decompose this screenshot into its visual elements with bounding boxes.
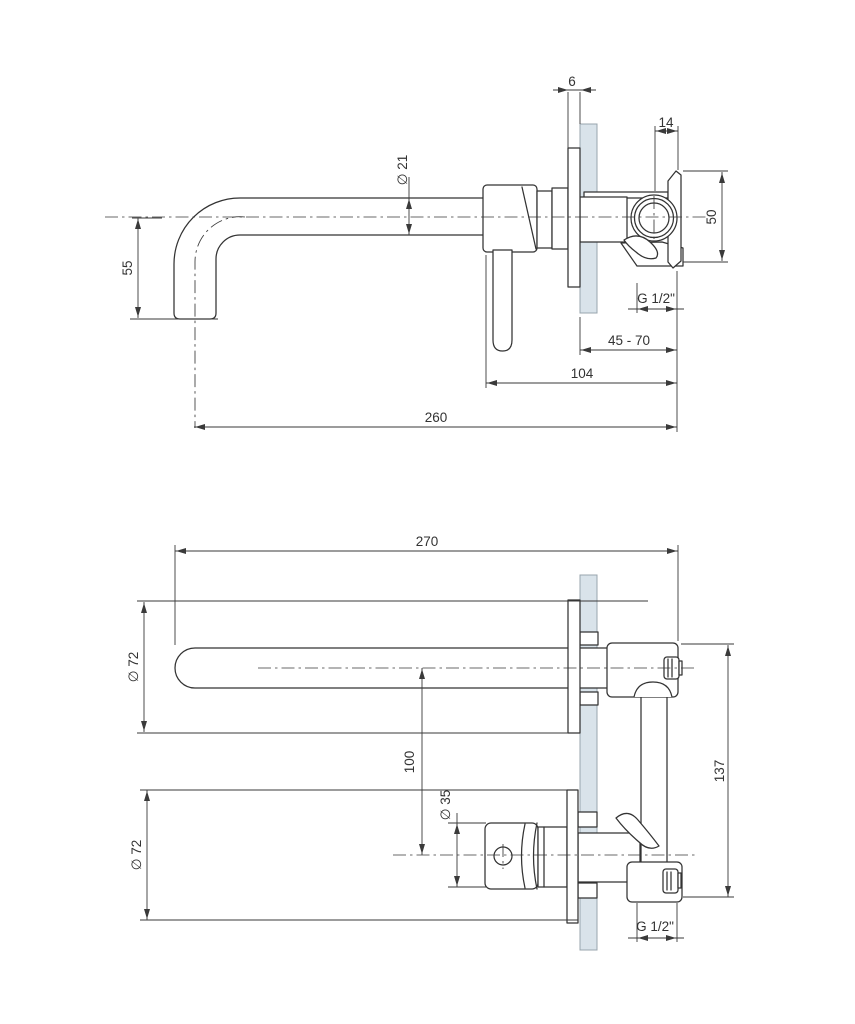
dim-valve-height: 50 xyxy=(704,209,719,225)
dim-plan-spout-reach: 270 xyxy=(415,534,439,549)
escutcheon-handle-plan xyxy=(567,790,578,923)
dim-mounting-depth-range: 45 - 70 xyxy=(607,333,651,348)
dim-plan-thread-size: G 1/2" xyxy=(636,919,674,934)
dim-valve-body-length: 137 xyxy=(712,759,727,783)
plan-view xyxy=(126,534,734,950)
spout-mount-step-top xyxy=(580,632,598,645)
side-elevation-view xyxy=(105,74,728,432)
dim-body-length: 104 xyxy=(570,366,594,381)
dim-handle-escutcheon-diameter: ∅ 72 xyxy=(129,839,144,871)
handle-mount-step-top xyxy=(578,812,597,827)
dim-spout-reach: 260 xyxy=(424,410,448,425)
body-adapter-1 xyxy=(537,191,552,248)
dim-spout-escutcheon-diameter: ∅ 72 xyxy=(126,651,141,683)
escutcheon-side xyxy=(568,148,580,287)
dim-centre-distance: 100 xyxy=(402,750,417,774)
dim-plate-thickness: 6 xyxy=(568,74,576,89)
body-adapter-2 xyxy=(552,188,568,249)
dim-thread-size: G 1/2" xyxy=(637,291,675,306)
outlet-nub-lower xyxy=(678,873,681,888)
dim-spout-diameter: ∅ 21 xyxy=(395,154,410,186)
dim-spout-drop: 55 xyxy=(120,260,135,276)
inlet-pipe xyxy=(580,197,627,242)
handle-adapter xyxy=(538,827,567,887)
dim-plan-reach-lines xyxy=(175,545,678,645)
spout-side xyxy=(174,198,483,319)
handle-lever-side xyxy=(493,250,512,351)
escutcheon-spout-plan xyxy=(568,600,580,733)
dim-handle-dia-lines xyxy=(448,813,486,887)
dim-handle-diameter: ∅ 35 xyxy=(438,789,453,821)
dim-inlet-depth: 14 xyxy=(658,115,674,130)
spout-mount-step-bottom xyxy=(580,692,598,705)
handle-mount-step-bottom xyxy=(578,883,597,898)
